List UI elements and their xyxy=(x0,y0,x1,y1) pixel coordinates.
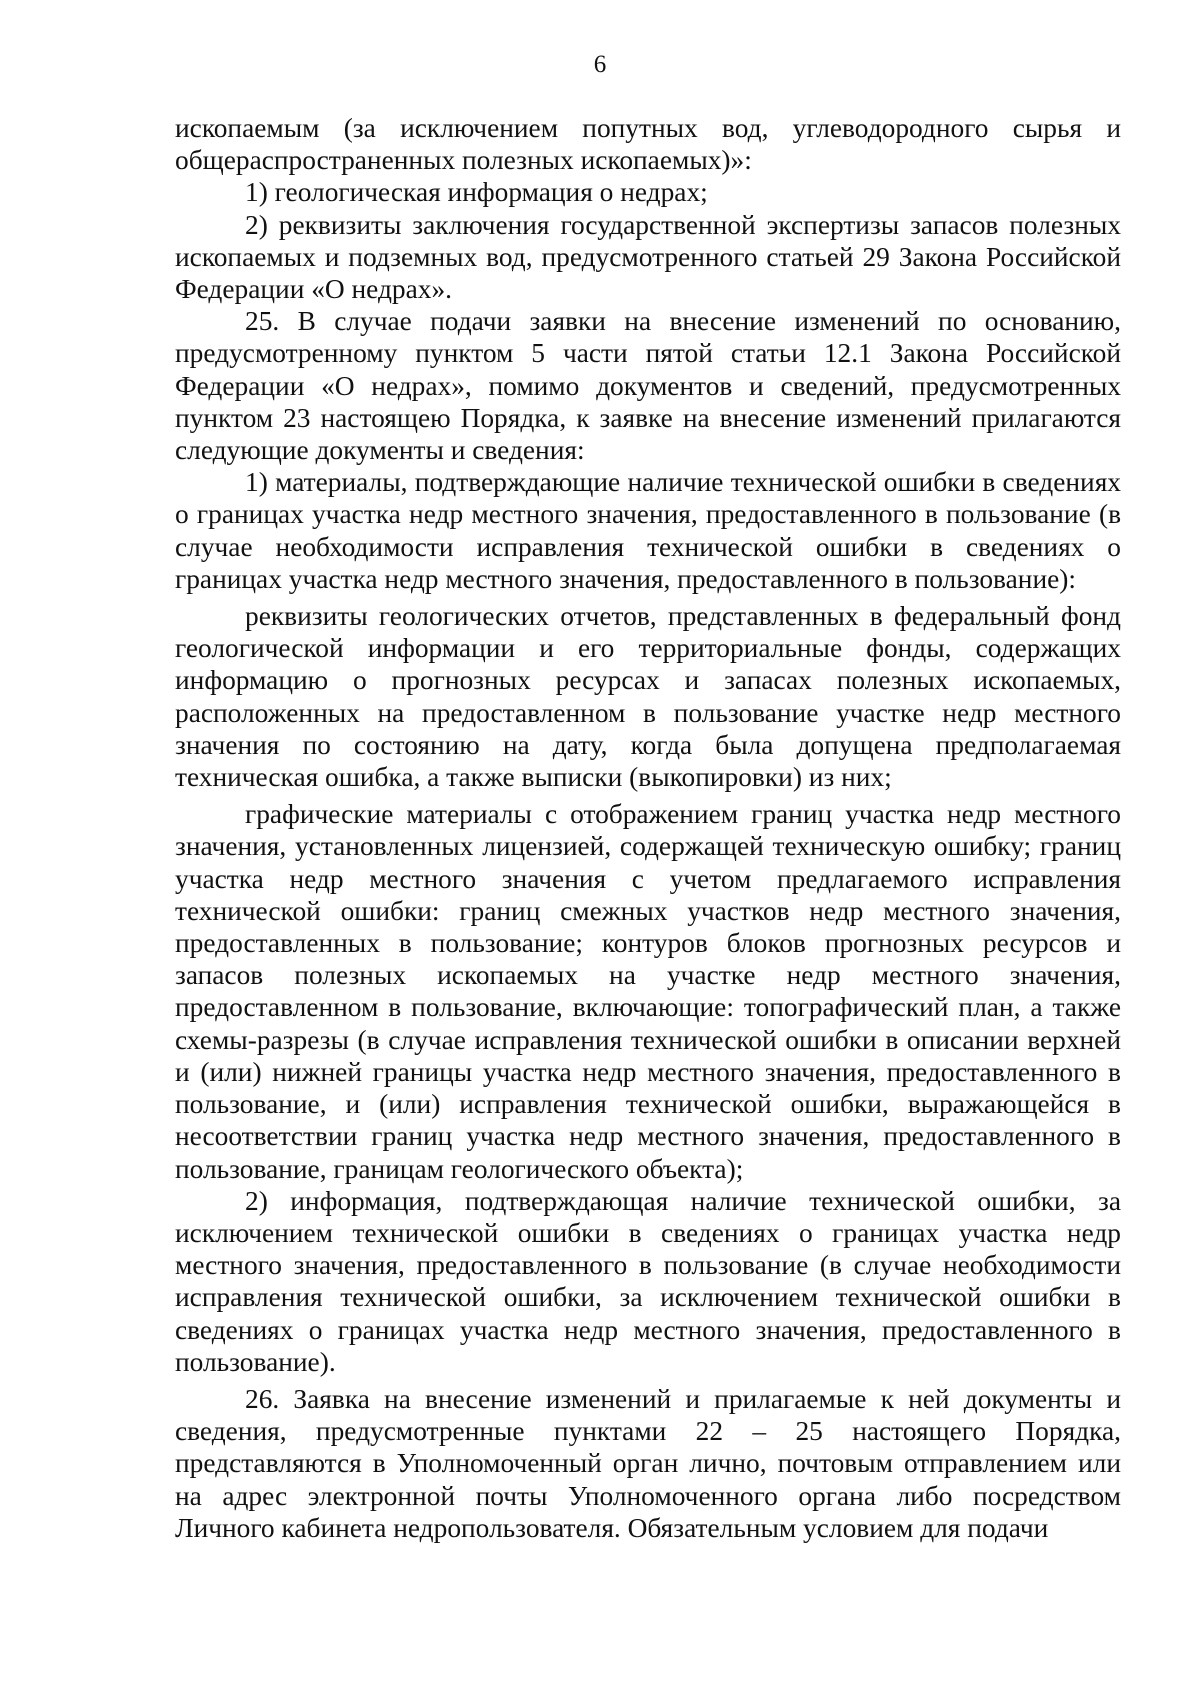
paragraph-25-item-2: 2) информация, подтверждающая наличие технической ошибки, за исключением технической ошибки в сведениях о границах участка недр местного значения, предоставленного в пользование (в случае необходимости исправления технической ошибки, за исключением технической ошибки в сведениях о границах участка недр местного значения, предоставленного в пользование). xyxy=(175,1185,1121,1377)
paragraph-geological-reports: реквизиты геологических отчетов, представленных в федеральный фонд геологической информации и его территориальные фонды, содержащих информацию о прогнозных ресурсах и запасах полезных ископаемых, расположенных на предоставленном в пользование участке недр местного значения по состоянию на дату, когда была допущена предполагаемая техническая ошибка, а также выписки (выкопировки) из них; xyxy=(175,601,1121,793)
paragraph-25-item-1: 1) материалы, подтверждающие наличие технической ошибки в сведениях о границах участка недр местного значения, предоставленного в пользование (в случае необходимости исправления технической ошибки в сведениях о границах участка недр местного значения, предоставленного в пользование): xyxy=(175,467,1121,594)
paragraph-graphic-materials: графические материалы с отображением границ участка недр местного значения, установленных лицензией, содержащей техническую ошибку; границ участка недр местного значения с учетом предлагаемого исправления технической ошибки: границ смежных участков недр местного значения, предоставленных в пользование; контуров блоков прогнозных ресурсов и запасов полезных ископаемых на участке недр местного значения, предоставленном в пользование, включающие: топографический план, а также схемы-разрезы (в случае исправления технической ошибки в описании верхней и (или) нижней границы участка недр местного значения, предоставленного в пользование, и (или) исправления технической ошибки, выражающейся в несоответствии границ участка недр местного значения, предоставленного в пользование, границам геологического объекта); xyxy=(175,799,1121,1184)
paragraph-continuation: ископаемым (за исключением попутных вод, углеводородного сырья и общераспространенных полезных ископаемых)»: xyxy=(175,113,1121,176)
page-number: 6 xyxy=(593,51,607,78)
document-body xyxy=(175,112,1121,1544)
list-item-2-expertise-details: 2) реквизиты заключения государственной экспертизы запасов полезных ископаемых и подземных вод, предусмотренного статьей 29 Закона Российской Федерации «О недрах». xyxy=(175,209,1121,305)
list-item-1-geological-info: 1) геологическая информация о недрах; xyxy=(245,177,708,208)
paragraph-26: 26. Заявка на внесение изменений и прилагаемые к ней документы и сведения, предусмотренные пунктами 22 – 25 настоящего Порядка, представляются в Уполномоченный орган лично, почтовым отправлением или на адрес электронной почты Уполномоченного органа либо посредством Личного кабинета недропользователя. Обязательным условием для подачи xyxy=(175,1383,1121,1543)
paragraph-25: 25. В случае подачи заявки на внесение изменений по основанию, предусмотренному пунктом 5 части пятой статьи 12.1 Закона Российской Федерации «О недрах», помимо документов и сведений, предусмотренных пунктом 23 настоящею Порядка, к заявке на внесение изменений прилагаются следующие документы и сведения: xyxy=(175,306,1121,466)
